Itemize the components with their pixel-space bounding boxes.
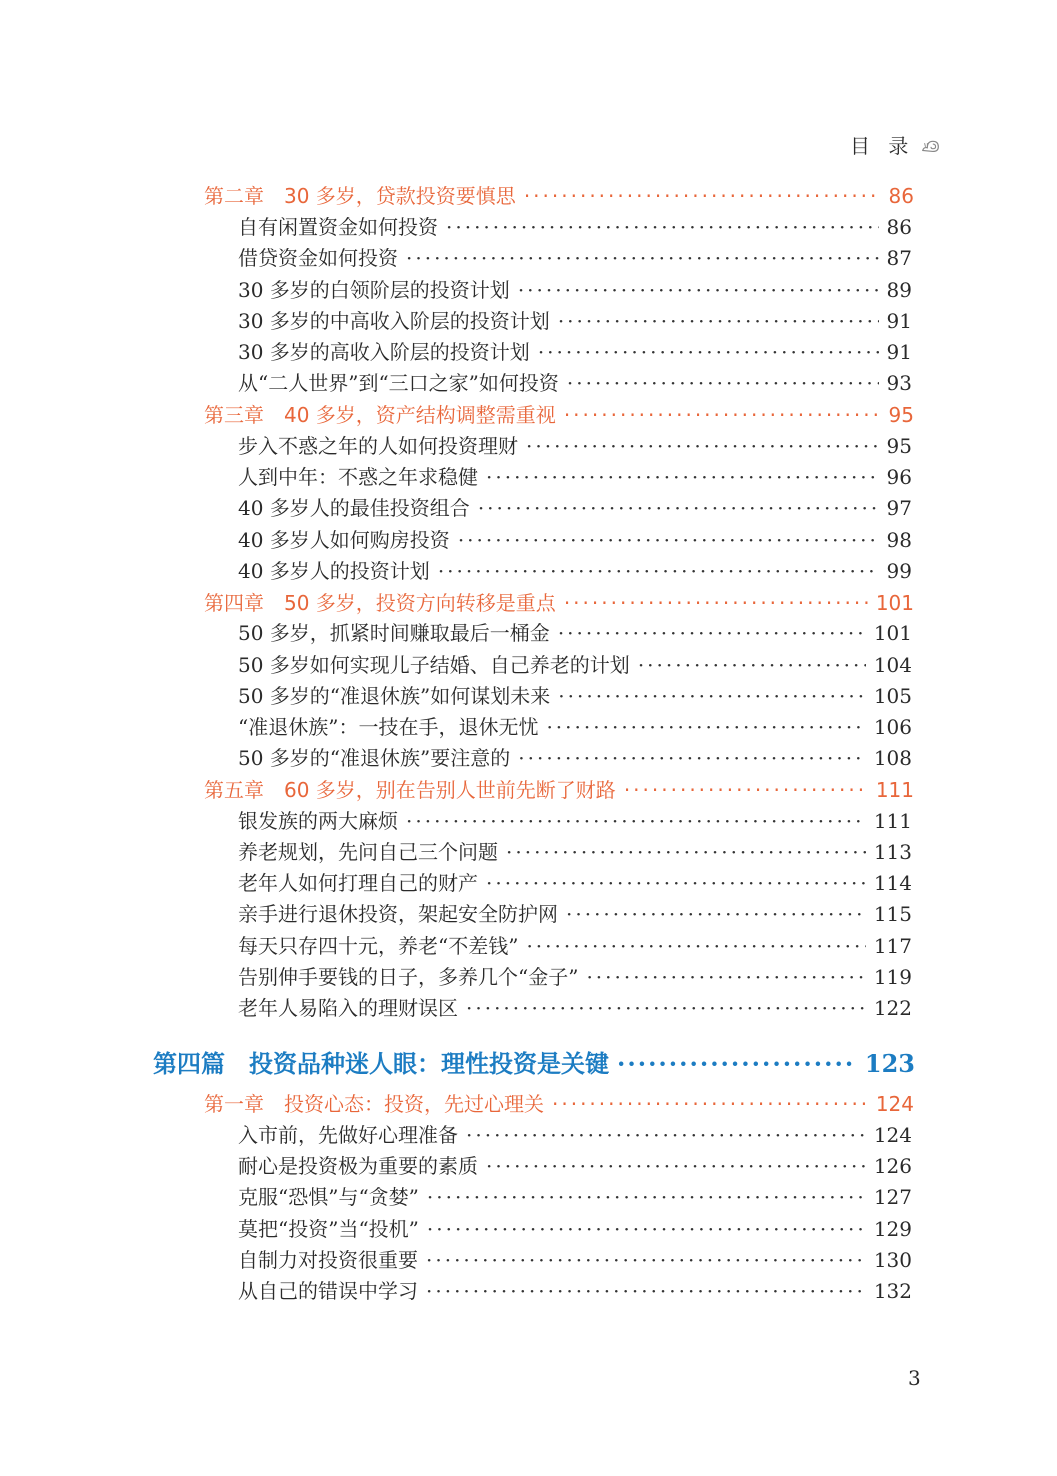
running-header <box>850 130 942 159</box>
leader-dots <box>427 1217 866 1241</box>
toc-title: 50 多岁的“准退休族”如何谋划未来 <box>238 684 551 708</box>
leader-dots <box>546 715 865 739</box>
leader-dots <box>486 1154 866 1178</box>
toc-page: 132 <box>873 1279 912 1303</box>
toc-title: 40 多岁人的最佳投资组合 <box>238 496 470 520</box>
toc-page: 95 <box>886 434 912 458</box>
toc-entry <box>238 867 912 896</box>
toc-page: 126 <box>873 1154 912 1178</box>
toc-title: 第四篇 投资品种迷人眼：理性投资是关键 <box>153 1049 609 1078</box>
leader-dots <box>558 309 879 333</box>
leader-dots <box>518 278 879 302</box>
toc-title: 50 多岁的“准退休族”要注意的 <box>238 746 511 770</box>
toc-entry <box>238 1150 912 1179</box>
leader-dots <box>567 371 879 395</box>
toc-title: 从“二人世界”到“三口之家”如何投资 <box>238 371 559 395</box>
toc-title: 银发族的两大麻烦 <box>238 809 398 833</box>
toc-entry <box>238 742 912 771</box>
toc-title: 自制力对投资很重要 <box>238 1248 418 1272</box>
toc-page: 124 <box>875 1092 914 1116</box>
toc-chapter <box>204 399 914 428</box>
toc-title: 莫把“投资”当“投机” <box>238 1217 419 1241</box>
toc-title: 第三章 40 多岁，资产结构调整需重视 <box>204 403 556 427</box>
toc-page: 86 <box>888 184 914 208</box>
toc-chapter <box>204 180 914 209</box>
toc-page: 98 <box>886 528 912 552</box>
leader-dots <box>638 653 866 677</box>
snail-icon <box>920 134 942 156</box>
leader-dots <box>466 1123 866 1147</box>
toc-page: 93 <box>886 371 912 395</box>
toc-entry <box>238 555 912 584</box>
toc-entry <box>238 242 912 271</box>
toc-page: 117 <box>873 934 912 958</box>
toc-page: 101 <box>875 591 914 615</box>
toc-page: 108 <box>873 746 912 770</box>
leader-dots <box>446 215 879 239</box>
toc-entry <box>238 1181 912 1210</box>
leader-dots <box>526 434 879 458</box>
toc-entry <box>238 680 912 709</box>
leader-dots <box>506 840 866 864</box>
leader-dots <box>566 902 866 926</box>
leader-dots <box>564 591 868 615</box>
toc-page: 130 <box>873 1248 912 1272</box>
toc-entry <box>238 1213 912 1242</box>
toc-title: 亲手进行退休投资，架起安全防护网 <box>238 902 558 926</box>
toc-title: 人到中年：不惑之年求稳健 <box>238 465 478 489</box>
leader-dots <box>586 965 865 989</box>
toc-page: 99 <box>886 559 912 583</box>
toc-page: 124 <box>873 1123 912 1147</box>
toc-title: 30 多岁的中高收入阶层的投资计划 <box>238 309 550 333</box>
toc-entry <box>238 898 912 927</box>
page-number: 3 <box>908 1366 921 1390</box>
toc-chapter <box>204 774 914 803</box>
leader-dots <box>466 996 866 1020</box>
toc-entry <box>238 1244 912 1273</box>
toc-title: 告别伸手要钱的日子，多养几个“金子” <box>238 965 579 989</box>
toc-title: 步入不惑之年的人如何投资理财 <box>238 434 518 458</box>
toc-title: 自有闲置资金如何投资 <box>238 215 438 239</box>
leader-dots <box>624 778 868 802</box>
toc-title: 30 多岁的高收入阶层的投资计划 <box>238 340 530 364</box>
toc-title: 50 多岁，抓紧时间赚取最后一桶金 <box>238 621 550 645</box>
toc-page: 111 <box>873 809 912 833</box>
leader-dots <box>406 246 879 270</box>
leader-dots <box>524 184 881 208</box>
toc-entry <box>238 336 912 365</box>
toc-title: 第四章 50 多岁，投资方向转移是重点 <box>204 591 556 615</box>
leader-dots <box>617 1049 857 1078</box>
toc-page: 127 <box>873 1185 912 1209</box>
toc-title: 40 多岁人的投资计划 <box>238 559 430 583</box>
toc-entry <box>238 305 912 334</box>
toc-entry <box>238 617 912 646</box>
toc-entry <box>238 492 912 521</box>
toc-page: 119 <box>873 965 912 989</box>
leader-dots <box>438 559 879 583</box>
leader-dots <box>558 621 866 645</box>
toc-chapter <box>204 587 914 616</box>
toc-page: 87 <box>886 246 912 270</box>
toc-title: 耐心是投资极为重要的素质 <box>238 1154 478 1178</box>
toc-title: 养老规划，先问自己三个问题 <box>238 840 498 864</box>
toc-entry <box>238 930 912 959</box>
toc-entry <box>238 961 912 990</box>
toc-entry <box>238 805 912 834</box>
toc-page: 113 <box>873 840 912 864</box>
toc-page: 111 <box>875 778 914 802</box>
toc-page: 104 <box>873 653 912 677</box>
toc-page: 101 <box>873 621 912 645</box>
toc-title: 40 多岁人如何购房投资 <box>238 528 450 552</box>
leader-dots <box>564 403 881 427</box>
toc-entry <box>238 649 912 678</box>
toc-title: “准退休族”：一技在手，退休无忧 <box>238 715 539 739</box>
toc-page: 123 <box>864 1049 915 1078</box>
toc-title: 30 多岁的白领阶层的投资计划 <box>238 278 510 302</box>
leader-dots <box>426 1248 866 1272</box>
toc-page: 114 <box>873 871 912 895</box>
toc-page: 122 <box>873 996 912 1020</box>
toc-page: 106 <box>873 715 912 739</box>
toc-entry <box>238 711 912 740</box>
toc-page: 91 <box>886 340 912 364</box>
leader-dots <box>406 809 866 833</box>
toc-title: 克服“恐惧”与“贪婪” <box>238 1185 419 1209</box>
toc-entry <box>238 367 912 396</box>
toc-page: 97 <box>886 496 912 520</box>
toc-title: 老年人如何打理自己的财产 <box>238 871 478 895</box>
toc-entry <box>238 430 912 459</box>
toc-entry <box>238 524 912 553</box>
toc-chapter <box>204 1088 914 1117</box>
leader-dots <box>458 528 879 552</box>
leader-dots <box>478 496 879 520</box>
toc-entry <box>238 992 912 1021</box>
toc-title: 50 多岁如何实现儿子结婚、自己养老的计划 <box>238 653 630 677</box>
leader-dots <box>518 746 866 770</box>
toc-page: 89 <box>886 278 912 302</box>
leader-dots <box>558 684 866 708</box>
toc-title: 从自己的错误中学习 <box>238 1279 418 1303</box>
toc-title: 借贷资金如何投资 <box>238 246 398 270</box>
toc-page: 96 <box>886 465 912 489</box>
toc-page: 91 <box>886 309 912 333</box>
leader-dots <box>538 340 879 364</box>
toc-page: 95 <box>888 403 914 427</box>
leader-dots <box>427 1185 866 1209</box>
toc-entry <box>238 211 912 240</box>
toc-entry <box>238 836 912 865</box>
toc-title: 老年人易陷入的理财误区 <box>238 996 458 1020</box>
toc-title: 第五章 60 多岁，别在告别人世前先断了财路 <box>204 778 616 802</box>
toc-part <box>153 1044 915 1079</box>
leader-dots <box>486 871 866 895</box>
toc-title: 第二章 30 多岁，贷款投资要慎思 <box>204 184 516 208</box>
toc-page: 129 <box>873 1217 912 1241</box>
header-title: 目 录 <box>850 134 915 158</box>
toc-entry <box>238 1275 912 1304</box>
leader-dots <box>526 934 865 958</box>
toc-title: 入市前，先做好心理准备 <box>238 1123 458 1147</box>
leader-dots <box>486 465 879 489</box>
toc-entry <box>238 274 912 303</box>
toc-entry <box>238 461 912 490</box>
leader-dots <box>426 1279 866 1303</box>
toc-page: 115 <box>873 902 912 926</box>
toc-title: 每天只存四十元，养老“不差钱” <box>238 934 519 958</box>
toc-page: 86 <box>886 215 912 239</box>
toc-entry <box>238 1119 912 1148</box>
toc-title: 第一章 投资心态：投资，先过心理关 <box>204 1092 544 1116</box>
toc-page: 105 <box>873 684 912 708</box>
leader-dots <box>552 1092 868 1116</box>
